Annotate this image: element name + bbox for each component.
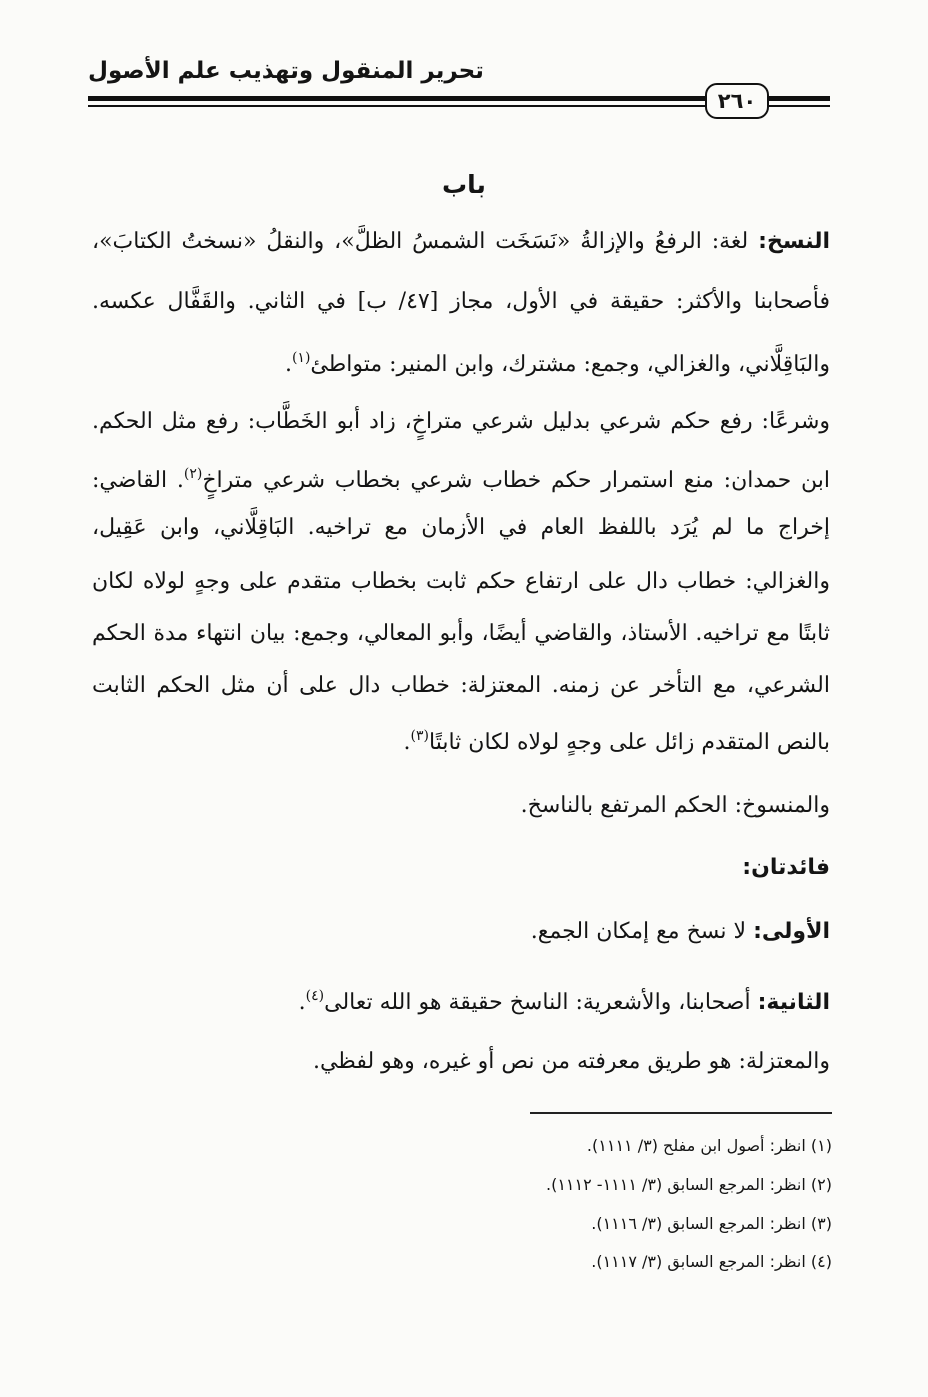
p2-line-7-end: . xyxy=(403,730,411,755)
footnote-2: (٢) انظر: المرجع السابق (٣/ ١١١١- ١١١٢). xyxy=(546,1175,832,1194)
footnote-ref-4: (٤) xyxy=(305,988,325,1004)
p1-line-1-text: لغة: الرفعُ والإزالةُ «نَسَخَت الشمسُ الظلَّ»، والنقلُ «نسختُ الكتابَ»، xyxy=(92,229,759,254)
p2-line-2-text-b: . القاضي: xyxy=(92,468,184,493)
p2-line-1: وشرعًا: رفع حكم شرعي بدليل شرعي متراخٍ، زاد أبو الخَطَّاب: رفع مثل الحكم. xyxy=(92,409,830,434)
p2-line-7 xyxy=(404,720,830,759)
second-benefit-end: . xyxy=(298,990,306,1015)
p2-line-5: ثابتًا مع تراخيه. الأستاذ، والقاضي أيضًا، وأبو المعالي، وجمع: بيان انتهاء مدة الحكم xyxy=(92,621,830,646)
p2-line-2-text-a: ابن حمدان: منع استمرار حكم خطاب شرعي بخطاب شرعي متراخٍ xyxy=(202,468,830,493)
first-benefit xyxy=(531,916,830,948)
p1-line-2: فأصحابنا والأكثر: حقيقة في الأول، مجاز [٤٧/ ب] في الثاني. والقَفَّال عكسه. xyxy=(92,289,830,314)
second-benefit-label: الثانية: xyxy=(757,990,830,1015)
footnote-separator xyxy=(530,1112,832,1114)
p2-line-4: والغزالي: خطاب دال على ارتفاع حكم ثابت بخطاب متقدم على وجهٍ لولاه لكان xyxy=(92,569,830,594)
first-benefit-label: الأولى: xyxy=(753,919,830,944)
footnote-4: (٤) انظر: المرجع السابق (٣/ ١١١٧). xyxy=(591,1252,832,1271)
p1-line-3-end: . xyxy=(284,352,292,377)
benefits-heading: فائدتان: xyxy=(742,855,830,880)
mutazila-line: والمعتزلة: هو طريق معرفته من نص أو غيره، وهو لفظي. xyxy=(312,1049,830,1074)
p1-line-3-text: والبَاقِلَّاني، والغزالي، وجمع: مشترك، وابن المنير: متواطئ xyxy=(310,352,830,377)
p1-line-3 xyxy=(285,342,830,381)
term-label-naskh: النسخ: xyxy=(758,229,830,254)
footnote-ref-1: (١) xyxy=(291,350,311,366)
first-benefit-text: لا نسخ مع إمكان الجمع. xyxy=(530,919,754,944)
footnote-1: (١) انظر: أصول ابن مفلح (٣/ ١١١١). xyxy=(586,1136,832,1155)
p1-line-1 xyxy=(92,226,830,258)
p2-line-3: إخراج ما لم يُرَد باللفظ العام في الأزمان مع تراخيه. البَاقِلَّاني، وابن عَقِيل، xyxy=(92,515,830,540)
p2-line-7-text: بالنص المتقدم زائل على وجهٍ لولاه لكان ثابتًا xyxy=(429,730,830,755)
footnote-ref-2: (٢) xyxy=(183,466,203,482)
second-benefit xyxy=(299,980,830,1019)
second-benefit-text: أصحابنا، والأشعرية: الناسخ حقيقة هو الله تعالى xyxy=(324,990,758,1015)
p2-line-6: الشرعي، مع التأخر عن زمنه. المعتزلة: خطاب دال على أن مثل الحكم الثابت xyxy=(92,673,830,698)
p3-line: والمنسوخ: الحكم المرتفع بالناسخ. xyxy=(520,793,830,818)
footnote-ref-3: (٣) xyxy=(410,728,430,744)
section-title: باب xyxy=(442,170,486,199)
footnote-3: (٣) انظر: المرجع السابق (٣/ ١١١٦). xyxy=(591,1214,832,1233)
running-title: تحرير المنقول وتهذيب علم الأصول xyxy=(88,58,484,84)
p2-line-2 xyxy=(92,458,830,497)
page-number: ٢٦٠ xyxy=(705,83,769,119)
